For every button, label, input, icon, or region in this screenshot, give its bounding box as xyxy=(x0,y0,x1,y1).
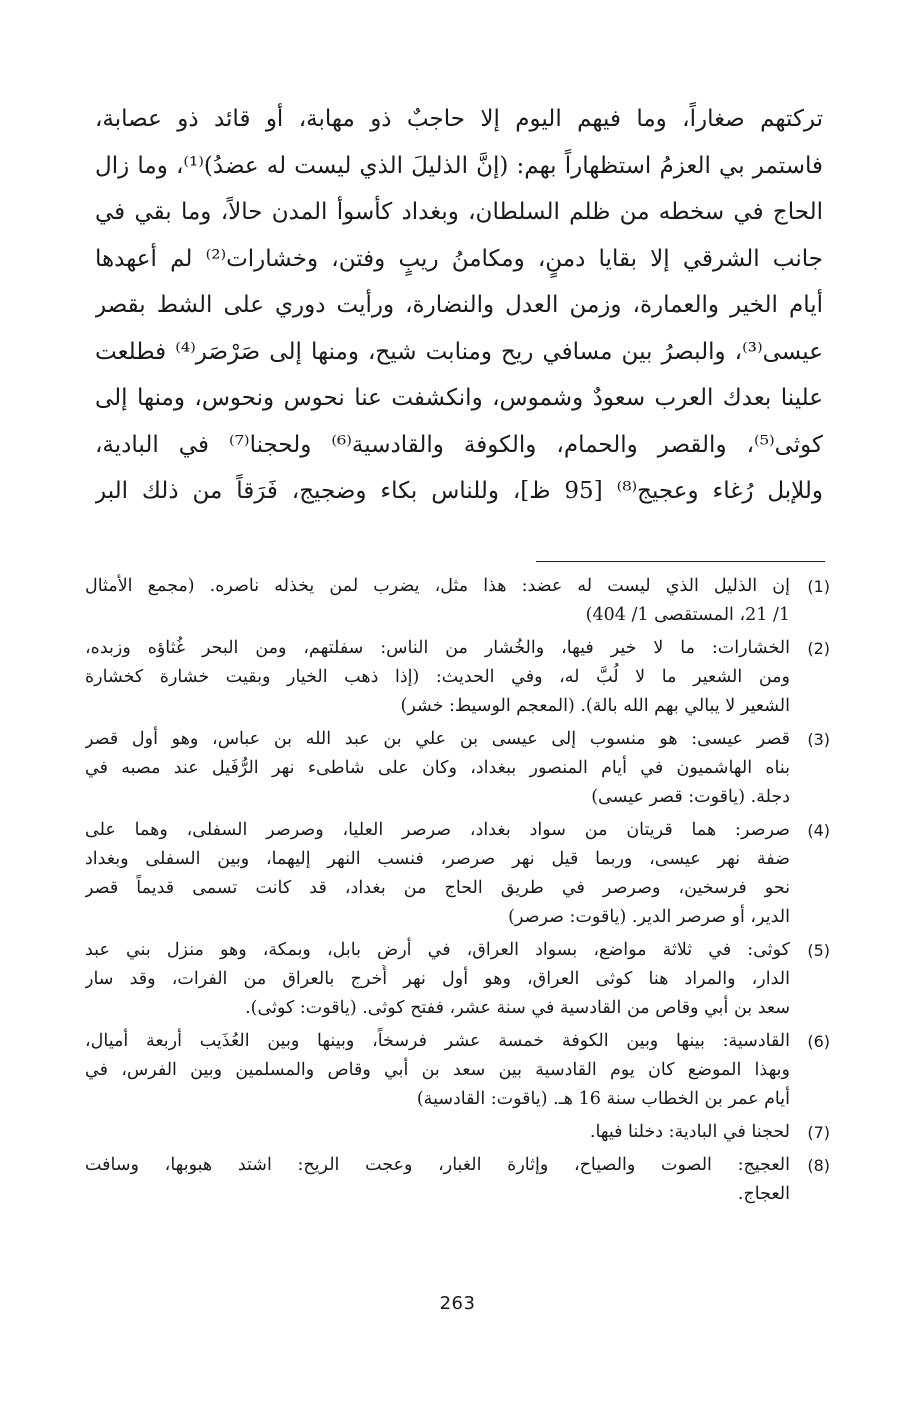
footnote-text xyxy=(85,725,790,812)
footnote-line: 1/ 21، المستقصى 1/ 404) xyxy=(585,605,790,625)
main-text-line: تركتهم صغاراً، وما فيهم اليوم إلا حاجبٌ ذو مهابة، أو قائد ذو عصابة، xyxy=(95,106,823,132)
footnote-number: (2) xyxy=(807,639,830,658)
footnote-1 xyxy=(85,572,830,630)
footnote-number: (8) xyxy=(807,1156,830,1175)
footnote-line: العجيج: الصوت والصياح، وإثارة الغبار، وعجت الريح: اشتد هبوبها، وسافت xyxy=(85,1155,790,1175)
footnote-5 xyxy=(85,936,830,1023)
footnote-number: (7) xyxy=(807,1123,830,1142)
footnote-text xyxy=(85,572,790,630)
main-text-line: علينا بعدك العرب سعودٌ وشموس، وانكشفت عنا نحوس ونحوس، ومنها إلى xyxy=(95,385,823,411)
footnote-8 xyxy=(85,1151,830,1209)
main-text-line: أيام الخير والعمارة، وزمن العدل والنضارة، ورأيت دوري على الشط بقصر xyxy=(95,292,823,318)
footnote-line: وبهذا الموضع كان يوم القادسية بين سعد بن أبي وقاص والمسلمين وبين الفرس، في xyxy=(85,1060,790,1080)
page-number: 263 xyxy=(439,1293,476,1314)
main-text-line: الحاج في سخطه من ظلم السلطان، وبغداد كأسوأ المدن حالاً، وما بقي في xyxy=(95,199,823,225)
footnote-line: ضفة نهر عيسى، وربما قيل نهر صرصر، فنسب النهر إليهما، وبين السفلى وبغداد xyxy=(85,849,790,869)
footnote-3 xyxy=(85,725,830,812)
footnote-line: صرصر: هما قريتان من سواد بغداد، صرصر العليا، وصرصر السفلى، وهما على xyxy=(85,820,790,840)
main-text-line: فاستمر بي العزمُ استظهاراً بهم: (إنَّ الذليلَ الذي ليست له عضدُ)⁽¹⁾، وما زال xyxy=(95,152,823,179)
footnote-line: القادسية: بينها وبين الكوفة خمسة عشر فرسخاً، وبينها وبين العُذَيب أربعة أميال، xyxy=(85,1031,790,1051)
footnote-line: لحجنا في البادية: دخلنا فيها. xyxy=(589,1122,790,1142)
footnote-4 xyxy=(85,816,830,932)
footnote-line: إن الذليل الذي ليست له عضد: هذا مثل، يضرب لمن يخذله ناصره. (مجمع الأمثال xyxy=(85,576,790,596)
footnote-line: الخشارات: ما لا خير فيها، والخُشار من الناس: سفلتهم، ومن البحر غُثاؤه وزبده، xyxy=(85,638,790,658)
footnote-text xyxy=(85,936,790,1023)
footnote-number: (1) xyxy=(807,577,830,596)
footnote-line: نحو فرسخين، وصرصر في طريق الحاج من بغداد، قد كانت تسمى قديماً قصر xyxy=(85,878,790,898)
footnote-number: (6) xyxy=(807,1032,830,1051)
footnote-line: الدير، أو صرصر الدير. (ياقوت: صرصر) xyxy=(508,907,790,927)
footnote-line: بناه الهاشميون في أيام المنصور ببغداد، وكان على شاطىء نهر الرُّفَيل عند مصبه في xyxy=(85,758,790,778)
footnote-line: قصر عيسى: هو منسوب إلى عيسى بن علي بن عبد الله بن عباس، وهو أول قصر xyxy=(85,729,790,749)
main-text-line: وللإبل رُغاء وعجيج⁽⁸⁾ [95 ظ]، وللناس بكاء وضجيج، فَرَقاً من ذلك البر xyxy=(95,478,823,504)
footnote-2 xyxy=(85,634,830,721)
footnote-text xyxy=(85,634,790,721)
footnote-number: (3) xyxy=(807,730,830,749)
footnote-line: العجاج. xyxy=(737,1184,790,1204)
footnote-text xyxy=(85,1151,790,1209)
main-text xyxy=(95,96,823,515)
footnote-text xyxy=(85,1027,790,1114)
footnote-line: ومن الشعير ما لا لُبَّ له، وفي الحديث: (إذا ذهب الخيار وبقيت خشارة كخشارة xyxy=(85,667,790,687)
main-text-line: عيسى⁽³⁾، والبصرُ بين مسافي ريح ومنابت شيح، ومنها إلى صَرْصَر⁽⁴⁾ فطلعت xyxy=(95,338,823,365)
footnote-text xyxy=(85,816,790,932)
footnote-line: كوثى: في ثلاثة مواضع، بسواد العراق، في أرض بابل، وبمكة، وهو منزل بني عبد xyxy=(85,940,790,960)
footnote-line: الدار، والمراد هنا كوثى العراق، وهو أول نهر أُخرج بالعراق من الفرات، وقد سار xyxy=(85,969,790,989)
main-text-line: جانب الشرقي إلا بقايا دمنٍ، ومكامنُ ريبٍ وفتن، وخشارات⁽²⁾ لم أعهدها xyxy=(95,245,823,272)
footnote-6 xyxy=(85,1027,830,1114)
footnotes-list xyxy=(85,572,830,1213)
main-text-line: كوثى⁽⁵⁾، والقصر والحمام، والكوفة والقادسية⁽⁶⁾ ولحجنا⁽⁷⁾ في البادية، xyxy=(95,431,823,458)
footnote-number: (5) xyxy=(807,941,830,960)
footnote-text xyxy=(85,1118,790,1147)
footnote-line: دجلة. (ياقوت: قصر عيسى) xyxy=(591,787,790,807)
footnote-line: أيام عمر بن الخطاب سنة 16 هـ. (ياقوت: القادسية) xyxy=(416,1089,790,1109)
footnote-divider xyxy=(536,561,825,562)
footnote-line: الشعير لا يبالي بهم الله بالة). (المعجم الوسيط: خشر) xyxy=(400,696,790,716)
footnote-line: سعد بن أبي وقاص من القادسية في سنة عشر، ففتح كوثى. (ياقوت: كوثى). xyxy=(245,998,790,1018)
footnote-number: (4) xyxy=(807,821,830,840)
footnote-7 xyxy=(85,1118,830,1147)
